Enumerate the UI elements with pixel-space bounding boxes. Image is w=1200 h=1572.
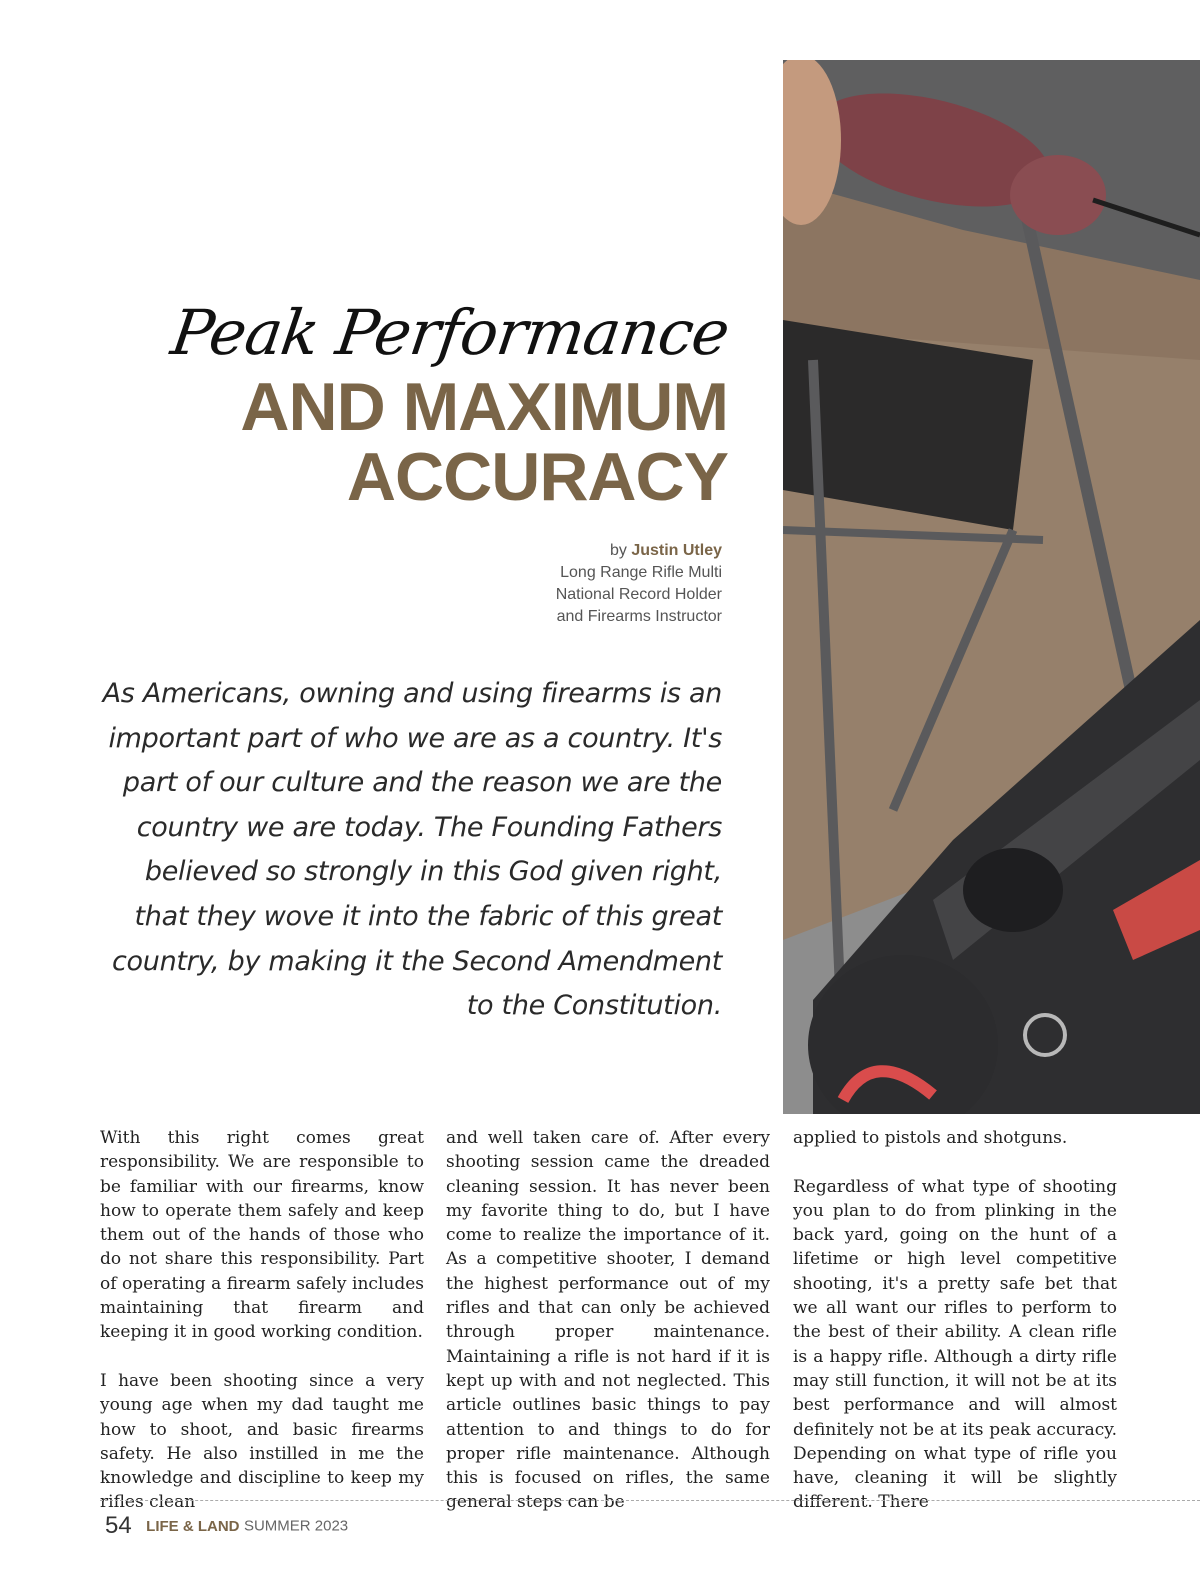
author-title-line: Long Range Rifle Multi: [560, 564, 722, 581]
footer-divider: [100, 1500, 1200, 1501]
pull-quote: As Americans, owning and using firearms is an important part of who we are as a country. It's part of our culture and the reason we are the country we are today. The Founding Fathers believed so strongly in this God given right, that they wove it into the fabric of this great country, by making it the Second Amendment to the Constitution.: [102, 678, 722, 1022]
photo-illustration: [783, 60, 1200, 1114]
byline-prefix: by: [609, 542, 627, 559]
body-column-3: [793, 1126, 1117, 1539]
page-footer: [105, 1512, 348, 1540]
byline-author-line: [556, 540, 722, 562]
body-paragraph: With this right comes great responsibility. We are responsible to be familiar with our firearms, know how to operate them safely and keep them out of the hands of those who do not share this responsibility. Part of operating a firearm safely includes maintaining that firearm and keeping it in good working condition.: [100, 1128, 424, 1343]
body-paragraph: Regardless of what type of shooting you plan to do from plinking in the back yard, going on the hunt of a lifetime or high level competitive shooting, it's a pretty safe bet that we all want our rifles to perform to the best of their ability. A clean rifle is a happy rifle. Although a dirty rifle may still function, it will not be at its best performance and will almost definitely not be at its peak accuracy. Depending on what type of rifle you have, cleaning it will be slightly different. There: [793, 1176, 1117, 1513]
author-title-line: and Firearms Instructor: [556, 608, 722, 625]
body-column-1: [100, 1126, 424, 1539]
headline-line-2: ACCURACY: [346, 439, 728, 515]
issue-label: SUMMER 2023: [243, 1517, 349, 1535]
body-paragraph: and well taken care of. After every shooting session came the dreaded cleaning session. It has never been my favorite thing to do, but I have come to realize the importance of it. As a competitive shooter, I demand the highest performance out of my rifles and that can only be achieved through proper maintenance. Maintaining a rifle is not hard if it is kept up with and not neglected. This article outlines basic things to pay attention to and things to do for proper rifle maintenance. Although this is focused on rifles, the same general steps can be: [446, 1128, 770, 1513]
page-number: 54: [105, 1512, 132, 1539]
rifle-cleaning-photo: [783, 60, 1200, 1114]
article-kicker: Peak Performance: [166, 296, 734, 369]
article-headline: [240, 369, 728, 515]
body-paragraph: applied to pistols and shotguns.: [793, 1128, 1068, 1148]
author-title-line: National Record Holder: [555, 586, 722, 603]
headline-line-1: AND MAXIMUM: [240, 369, 728, 445]
author-name: Justin Utley: [631, 542, 722, 559]
byline: [556, 540, 722, 628]
body-column-2: [446, 1126, 770, 1539]
magazine-name: LIFE & LAND: [146, 1517, 240, 1535]
body-paragraph: I have been shooting since a very young age when my dad taught me how to shoot, and basic firearms safety. He also instilled in me the knowledge and discipline to keep my rifles clean: [100, 1370, 424, 1513]
